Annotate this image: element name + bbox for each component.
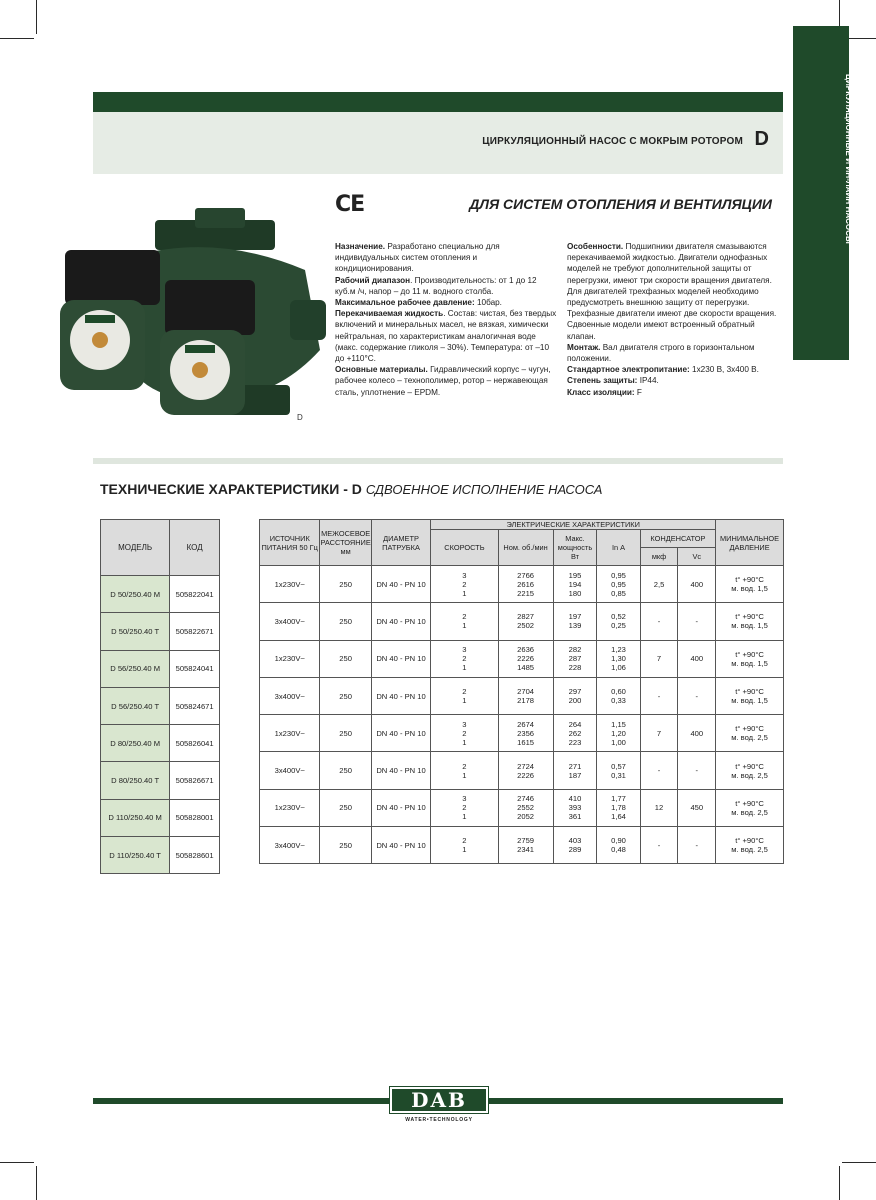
- power-cell: [553, 789, 597, 826]
- power-value: 282: [568, 645, 582, 655]
- mkf-cell: -: [640, 603, 678, 640]
- rpm-value: 2616: [517, 579, 535, 589]
- table-row: [101, 650, 220, 687]
- current-value: 1,00: [611, 737, 626, 747]
- rpm-cell: [498, 827, 553, 864]
- speed-value: 2: [462, 579, 467, 589]
- model-cell: D 50/250.40 T: [101, 613, 170, 650]
- pressure-cell: [716, 603, 784, 640]
- current-cell: [597, 640, 640, 677]
- rpm-value: 2746: [517, 794, 535, 804]
- power-value: 139: [568, 621, 582, 631]
- pressure-cell: [716, 827, 784, 864]
- code-cell: 505828001: [170, 799, 220, 836]
- speed-value: 3: [462, 645, 467, 655]
- dab-logo: [390, 1087, 488, 1113]
- rpm-cell: [498, 752, 553, 789]
- power-cell: [553, 640, 597, 677]
- desc-installation: Монтаж. Вал двигателя строго в горизонтальном положении.: [567, 342, 755, 364]
- pressure-value: м. вод. 1,5: [731, 584, 768, 594]
- power-value: 187: [568, 770, 582, 780]
- mkf-cell: -: [640, 827, 678, 864]
- power-value: 194: [568, 579, 582, 589]
- power-value: 393: [568, 803, 582, 813]
- table-row: [101, 725, 220, 762]
- pressure-cell: [716, 677, 784, 714]
- current-value: 1,78: [611, 803, 626, 813]
- header-bar: [93, 92, 783, 112]
- vc-cell: -: [678, 677, 716, 714]
- rpm-value: 2552: [517, 803, 535, 813]
- power-cell: [553, 566, 597, 603]
- pressure-value: м. вод. 1,5: [731, 658, 768, 668]
- table-row: [101, 576, 220, 613]
- rpm-cell: [498, 789, 553, 826]
- pressure-cell: [716, 789, 784, 826]
- current-value: 1,64: [611, 812, 626, 822]
- current-value: 0,57: [611, 761, 626, 771]
- pressure-cell: [716, 752, 784, 789]
- speed-value: 1: [462, 696, 467, 706]
- table-row: [101, 613, 220, 650]
- crop-mark: [36, 1166, 37, 1200]
- header-spacing: МЕЖОСЕВОЕ РАССТОЯНИЕ мм: [320, 520, 371, 566]
- speed-value: 3: [462, 794, 467, 804]
- side-tab-label: ЦИРКУЛЯЦИОННЫЕ И ИН-ЛАЙН НАСОСЫ: [844, 74, 853, 244]
- power-cell: [553, 752, 597, 789]
- rpm-value: 2759: [517, 836, 535, 846]
- supply-cell: 1x230V~: [260, 566, 320, 603]
- model-cell: D 110/250.40 T: [101, 837, 170, 874]
- power-value: 271: [568, 761, 582, 771]
- speed-value: 2: [462, 803, 467, 813]
- pressure-cell: [716, 640, 784, 677]
- pressure-value: t° +90°C: [735, 798, 764, 808]
- pressure-cell: [716, 566, 784, 603]
- vc-cell: 400: [678, 566, 716, 603]
- power-value: 200: [568, 696, 582, 706]
- rpm-value: 2226: [517, 770, 535, 780]
- rpm-cell: [498, 677, 553, 714]
- table-row: [260, 603, 784, 640]
- model-cell: D 50/250.40 M: [101, 576, 170, 613]
- table-row: [260, 566, 784, 603]
- speed-value: 2: [462, 654, 467, 664]
- spacing-cell: 250: [320, 752, 371, 789]
- table-row: [260, 677, 784, 714]
- speed-value: 3: [462, 570, 467, 580]
- code-cell: 505826041: [170, 725, 220, 762]
- current-value: 0,85: [611, 588, 626, 598]
- mkf-cell: 12: [640, 789, 678, 826]
- current-value: 0,48: [611, 845, 626, 855]
- model-cell: D 80/250.40 T: [101, 762, 170, 799]
- vc-cell: 450: [678, 789, 716, 826]
- description-column-1: [335, 241, 557, 398]
- current-value: 0,31: [611, 770, 626, 780]
- pressure-value: t° +90°C: [735, 724, 764, 734]
- speed-value: 1: [462, 812, 467, 822]
- supply-cell: 1x230V~: [260, 715, 320, 752]
- power-value: 197: [568, 612, 582, 622]
- rpm-value: 2052: [517, 812, 535, 822]
- speed-value: 2: [462, 612, 467, 622]
- rpm-cell: [498, 603, 553, 640]
- model-cell: D 80/250.40 M: [101, 725, 170, 762]
- power-value: 361: [568, 812, 582, 822]
- header-power: Макс. мощность Вт: [553, 530, 597, 566]
- desc-power-supply: Стандартное электропитание: 1x230 В, 3x400 В.: [567, 365, 759, 375]
- header-band: [93, 112, 783, 174]
- speed-value: 2: [462, 728, 467, 738]
- header-min-pressure: МИНИМАЛЬНОЕ ДАВЛЕНИЕ: [716, 520, 784, 566]
- rpm-cell: [498, 640, 553, 677]
- spacing-cell: 250: [320, 640, 371, 677]
- power-value: 223: [568, 737, 582, 747]
- table-row: [260, 752, 784, 789]
- power-cell: [553, 715, 597, 752]
- vc-cell: -: [678, 827, 716, 864]
- current-cell: [597, 677, 640, 714]
- power-cell: [553, 827, 597, 864]
- speed-cell: [431, 827, 498, 864]
- current-value: 1,23: [611, 645, 626, 655]
- rpm-cell: [498, 715, 553, 752]
- header-title: ЦИРКУЛЯЦИОННЫЙ НАСОС С МОКРЫМ РОТОРОМ: [482, 136, 743, 147]
- power-cell: [553, 603, 597, 640]
- logo-text: DAB: [411, 1088, 467, 1112]
- header-series-letter: D: [754, 128, 769, 150]
- pressure-value: t° +90°C: [735, 761, 764, 771]
- header-rpm: Ном. об./мин: [498, 530, 553, 566]
- supply-cell: 1x230V~: [260, 789, 320, 826]
- header-diameter: ДИАМЕТР ПАТРУБКА: [371, 520, 430, 566]
- header-model: МОДЕЛЬ: [101, 520, 170, 576]
- header-current: In А: [597, 530, 640, 566]
- power-value: 180: [568, 588, 582, 598]
- speed-cell: [431, 789, 498, 826]
- section-title-main: ТЕХНИЧЕСКИЕ ХАРАКТЕРИСТИКИ - D: [100, 481, 362, 497]
- current-value: 0,90: [611, 836, 626, 846]
- current-value: 0,95: [611, 570, 626, 580]
- speed-value: 1: [462, 621, 467, 631]
- pressure-value: t° +90°C: [735, 612, 764, 622]
- speed-value: 1: [462, 770, 467, 780]
- spacing-cell: 250: [320, 715, 371, 752]
- code-cell: 505826671: [170, 762, 220, 799]
- code-cell: 505822041: [170, 576, 220, 613]
- code-cell: 505822671: [170, 613, 220, 650]
- header-speed: СКОРОСТЬ: [431, 530, 498, 566]
- power-value: 262: [568, 728, 582, 738]
- speed-cell: [431, 640, 498, 677]
- code-cell: 505828601: [170, 837, 220, 874]
- spacing-cell: 250: [320, 789, 371, 826]
- vc-cell: 400: [678, 640, 716, 677]
- diameter-cell: DN 40 - PN 10: [371, 789, 430, 826]
- rpm-value: 2341: [517, 845, 535, 855]
- header-mkf: мкф: [640, 548, 678, 566]
- diameter-cell: DN 40 - PN 10: [371, 603, 430, 640]
- power-value: 297: [568, 687, 582, 697]
- pump-image: [60, 200, 330, 435]
- mkf-cell: 7: [640, 640, 678, 677]
- diameter-cell: DN 40 - PN 10: [371, 827, 430, 864]
- current-value: 1,77: [611, 794, 626, 804]
- specs-table: [259, 519, 784, 864]
- power-value: 403: [568, 836, 582, 846]
- page-subtitle: ДЛЯ СИСТЕМ ОТОПЛЕНИЯ И ВЕНТИЛЯЦИИ: [469, 196, 772, 212]
- current-cell: [597, 603, 640, 640]
- pressure-value: м. вод. 1,5: [731, 621, 768, 631]
- spacing-cell: 250: [320, 603, 371, 640]
- header-supply: ИСТОЧНИК ПИТАНИЯ 50 Гц: [260, 520, 320, 566]
- rpm-value: 2704: [517, 687, 535, 697]
- current-value: 0,95: [611, 579, 626, 589]
- rpm-value: 2215: [517, 588, 535, 598]
- current-value: 1,06: [611, 663, 626, 673]
- rpm-value: 2178: [517, 696, 535, 706]
- speed-cell: [431, 752, 498, 789]
- mkf-cell: -: [640, 677, 678, 714]
- current-value: 1,20: [611, 728, 626, 738]
- spacing-cell: 250: [320, 566, 371, 603]
- pressure-value: м. вод. 2,5: [731, 845, 768, 855]
- speed-value: 1: [462, 737, 467, 747]
- rpm-value: 2766: [517, 570, 535, 580]
- desc-insulation: Класс изоляции: F: [567, 387, 642, 397]
- ce-mark-icon: CE: [335, 192, 365, 217]
- speed-cell: [431, 603, 498, 640]
- speed-value: 2: [462, 836, 467, 846]
- power-value: 289: [568, 845, 582, 855]
- model-code-table: [100, 519, 220, 874]
- rpm-value: 2636: [517, 645, 535, 655]
- current-value: 1,15: [611, 719, 626, 729]
- spacing-cell: 250: [320, 827, 371, 864]
- diameter-cell: DN 40 - PN 10: [371, 677, 430, 714]
- model-cell: D 56/250.40 T: [101, 687, 170, 724]
- mkf-cell: -: [640, 752, 678, 789]
- table-row: [101, 762, 220, 799]
- pressure-value: t° +90°C: [735, 649, 764, 659]
- pressure-value: м. вод. 1,5: [731, 696, 768, 706]
- speed-value: 2: [462, 761, 467, 771]
- header-code: КОД: [170, 520, 220, 576]
- desc-purpose: Назначение. Разработано специально для индивидуальных систем отопления и кондиционирования.: [335, 242, 500, 274]
- power-value: 287: [568, 654, 582, 664]
- rpm-value: 1485: [517, 663, 535, 673]
- diameter-cell: DN 40 - PN 10: [371, 566, 430, 603]
- speed-cell: [431, 715, 498, 752]
- power-value: 195: [568, 570, 582, 580]
- vc-cell: 400: [678, 715, 716, 752]
- crop-mark: [36, 0, 37, 34]
- supply-cell: 1x230V~: [260, 640, 320, 677]
- pressure-value: t° +90°C: [735, 575, 764, 585]
- current-cell: [597, 789, 640, 826]
- power-value: 228: [568, 663, 582, 673]
- supply-cell: 3x400V~: [260, 827, 320, 864]
- side-category-tab: [793, 26, 853, 360]
- desc-range: Рабочий диапазон. Производительность: от 1 до 12 куб.м /ч, напор – до 11 м. водного столба.: [335, 275, 537, 296]
- table-row: [101, 799, 220, 836]
- current-cell: [597, 715, 640, 752]
- rpm-value: 2502: [517, 621, 535, 631]
- pressure-value: м. вод. 2,5: [731, 770, 768, 780]
- section-title-sub: СДВОЕННОЕ ИСПОЛНЕНИЕ НАСОСА: [365, 482, 603, 497]
- power-value: 264: [568, 719, 582, 729]
- desc-liquid: Перекачиваемая жидкость. Состав: чистая, без твердых включений и минеральных масел, не вязкая, химически нейтральная, по характеристикам аналогичная воде (макс. содержание гликоля – 30%). Температура: от –10 до +110°C.: [335, 309, 557, 364]
- table-row: [260, 715, 784, 752]
- current-cell: [597, 566, 640, 603]
- crop-mark: [839, 1166, 840, 1200]
- logo-tagline: WATER•TECHNOLOGY: [405, 1117, 473, 1123]
- power-value: 410: [568, 794, 582, 804]
- rpm-value: 2827: [517, 612, 535, 622]
- header-electrical: ЭЛЕКТРИЧЕСКИЕ ХАРАКТЕРИСТИКИ: [431, 520, 716, 530]
- current-value: 1,30: [611, 654, 626, 664]
- description-column-2: [567, 241, 783, 398]
- model-cell: D 56/250.40 M: [101, 650, 170, 687]
- code-cell: 505824041: [170, 650, 220, 687]
- current-value: 0,33: [611, 696, 626, 706]
- supply-cell: 3x400V~: [260, 603, 320, 640]
- crop-mark: [0, 1162, 34, 1163]
- rpm-value: 2674: [517, 719, 535, 729]
- speed-cell: [431, 566, 498, 603]
- mkf-cell: 2,5: [640, 566, 678, 603]
- vc-cell: -: [678, 752, 716, 789]
- desc-protection: Степень защиты: IP44.: [567, 376, 659, 386]
- table-row: [101, 837, 220, 874]
- pump-image-label: D: [297, 413, 303, 422]
- rpm-cell: [498, 566, 553, 603]
- diameter-cell: DN 40 - PN 10: [371, 752, 430, 789]
- current-value: 0,60: [611, 687, 626, 697]
- rpm-value: 2226: [517, 654, 535, 664]
- table-row: [260, 789, 784, 826]
- vc-cell: -: [678, 603, 716, 640]
- section-title: [100, 481, 602, 497]
- speed-value: 2: [462, 687, 467, 697]
- speed-value: 1: [462, 845, 467, 855]
- header-vc: Vc: [678, 548, 716, 566]
- table-row: [260, 827, 784, 864]
- spacing-cell: 250: [320, 677, 371, 714]
- current-value: 0,25: [611, 621, 626, 631]
- speed-value: 1: [462, 588, 467, 598]
- pressure-value: м. вод. 2,5: [731, 733, 768, 743]
- current-cell: [597, 827, 640, 864]
- section-divider: [93, 458, 783, 464]
- diameter-cell: DN 40 - PN 10: [371, 640, 430, 677]
- desc-features: Особенности. Подшипники двигателя смазываются перекачиваемой жидкостью. Двигатели однофазных моделей не требуют дополнительной защиты от перегрузки, имеют три скорости вращения двигателя. Для двигателей трехфазных моделей необходимо предусмотреть внешнюю защиту от перегрузки. Трехфазные двигатели имеют две скорости вращения. Сдвоенные модели имеют встроенный обратный клапан.: [567, 242, 777, 341]
- rpm-value: 2724: [517, 761, 535, 771]
- table-row: [101, 687, 220, 724]
- code-cell: 505824671: [170, 687, 220, 724]
- table-row: [260, 640, 784, 677]
- power-cell: [553, 677, 597, 714]
- desc-materials: Основные материалы. Гидравлический корпус – чугун, рабочее колесо – технополимер, ротор – нержавеющая сталь, уплотнение – EPDM.: [335, 365, 551, 397]
- rpm-value: 1615: [517, 737, 535, 747]
- current-value: 0,52: [611, 612, 626, 622]
- pressure-value: t° +90°C: [735, 836, 764, 846]
- rpm-value: 2356: [517, 728, 535, 738]
- speed-value: 1: [462, 663, 467, 673]
- supply-cell: 3x400V~: [260, 752, 320, 789]
- supply-cell: 3x400V~: [260, 677, 320, 714]
- current-cell: [597, 752, 640, 789]
- pressure-value: м. вод. 2,5: [731, 807, 768, 817]
- pressure-cell: [716, 715, 784, 752]
- crop-mark: [0, 38, 34, 39]
- diameter-cell: DN 40 - PN 10: [371, 715, 430, 752]
- speed-cell: [431, 677, 498, 714]
- mkf-cell: 7: [640, 715, 678, 752]
- crop-mark: [842, 1162, 876, 1163]
- header-capacitor: КОНДЕНСАТОР: [640, 530, 715, 548]
- speed-value: 3: [462, 719, 467, 729]
- desc-pressure: Максимальное рабочее давление: 10бар.: [335, 298, 502, 308]
- model-cell: D 110/250.40 M: [101, 799, 170, 836]
- pressure-value: t° +90°C: [735, 687, 764, 697]
